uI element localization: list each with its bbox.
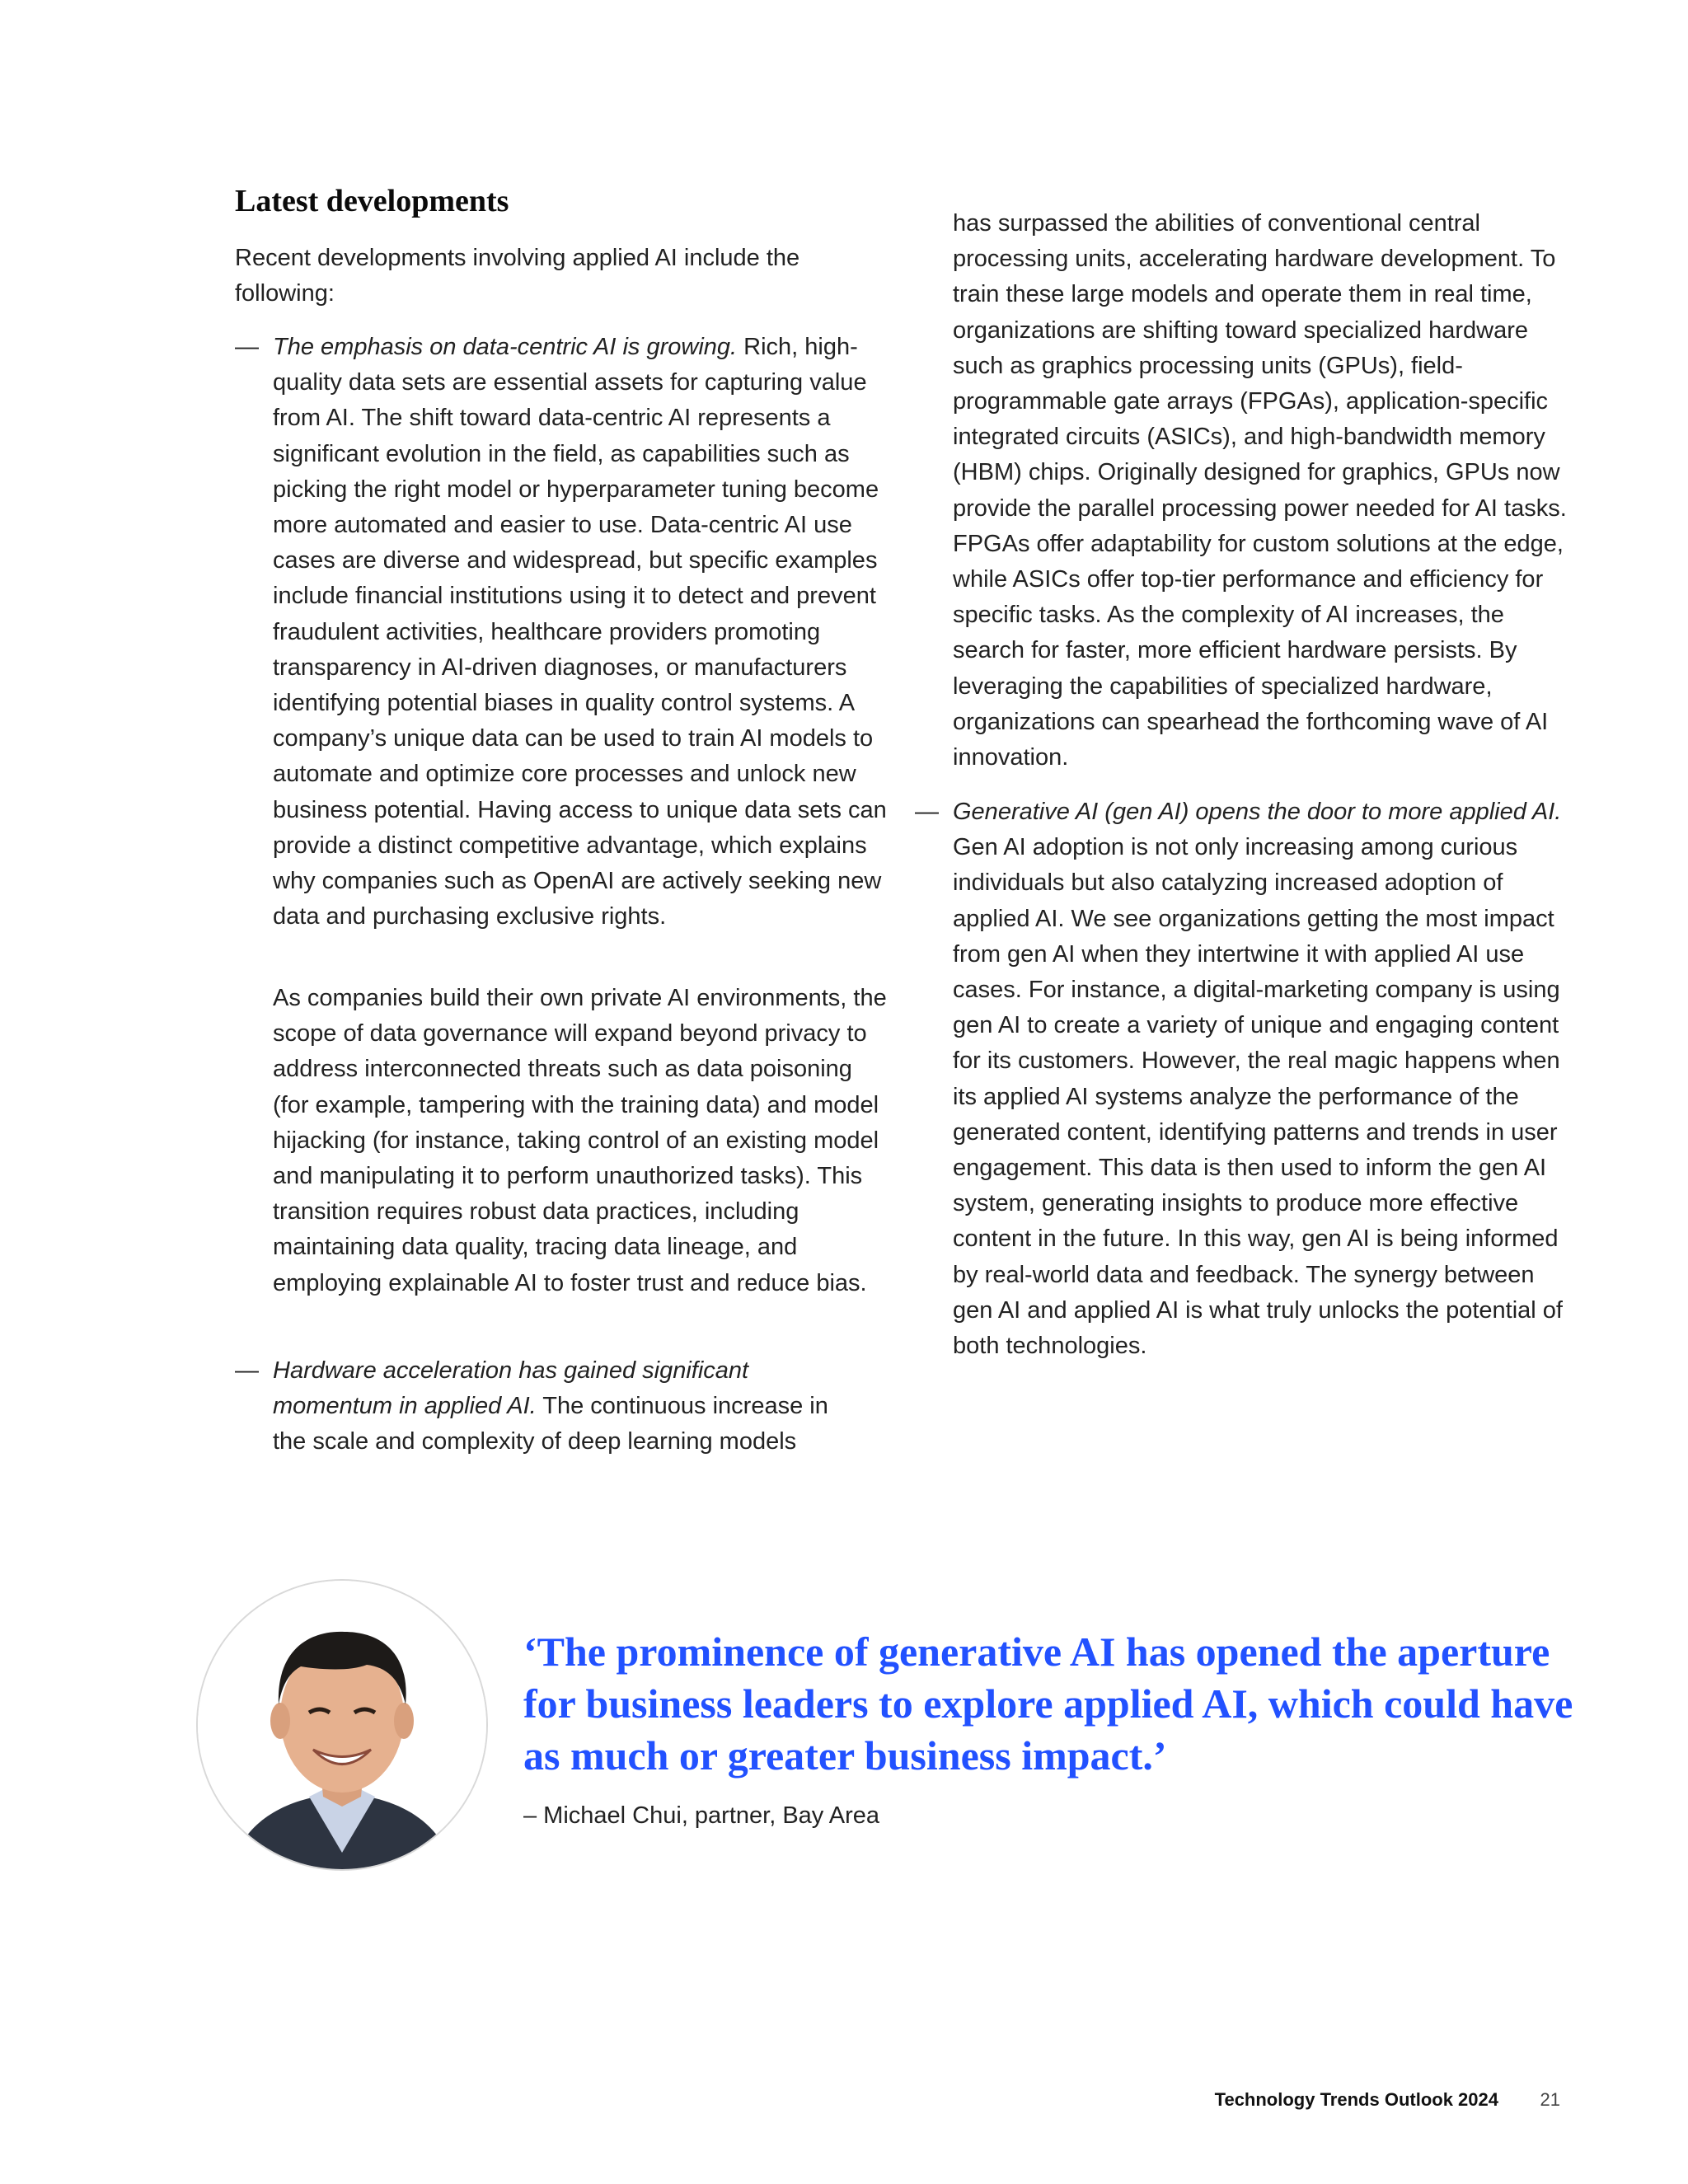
- bullet-gen-ai: [953, 794, 1573, 1364]
- footer-publication-title: Technology Trends Outlook 2024: [1214, 2089, 1498, 2110]
- section-heading: Latest developments: [235, 184, 509, 218]
- bullet-lead: Generative AI (gen AI) opens the door to more applied AI.: [953, 799, 1562, 825]
- bullet-body: Gen AI adoption is not only increasing among curious individuals but also catalyzing increased adoption of applied AI. We see organizations getting the most impact from gen AI when they intertwine it with applied AI use cases. For instance, a digital-marketing company is using gen AI to create a variety of unique and engaging content for its customers. However, the real magic happens when its applied AI systems analyze the performance of the generated content, identifying patterns and trends in user engagement. This data is then used to inform the gen AI system, generating insights to produce more effective content in the future. In this way, gen AI is being informed by real-world data and feedback. The synergy between gen AI and applied AI is what truly unlocks the potential of both technologies.: [953, 834, 1563, 1360]
- bullet-lead: The emphasis on data-centric AI is growing.: [273, 334, 738, 360]
- bullet-followup-paragraph: As companies build their own private AI environments, the scope of data governance will expand beyond privacy to address interconnected threats such as data poisoning (for example, tampering with the training data) and model hijacking (for instance, taking control of an existing model and manipulating it to perform unauthorized tasks). This transition requires robust data practices, including maintaining data quality, tracing data lineage, and employing explainable AI to foster trust and reduce bias.: [273, 985, 887, 1296]
- bullet-data-centric: [273, 330, 893, 935]
- portrait-illustration: [198, 1581, 486, 1869]
- page-number: 21: [1540, 2089, 1560, 2110]
- bullet-lead: Hardware acceleration has gained significant momentum in applied AI.: [273, 1357, 749, 1420]
- intro-paragraph: Recent developments involving applied AI include the following:: [235, 245, 800, 307]
- quote-attribution: – Michael Chui, partner, Bay Area: [523, 1802, 880, 1829]
- continuation-paragraph: has surpassed the abilities of conventional central processing units, accelerating hardware development. To train these large models and operate them in real time, organizations are shifting toward specialized hardware such as graphics processing units (GPUs), field-programmable gate arrays (FPGAs), application-specific integrated circuits (ASICs), and high-bandwidth memory (HBM) chips. Originally designed for graphics, GPUs now provide the parallel processing power needed for AI tasks. FPGAs offer adaptability for custom solutions at the edge, while ASICs offer top-tier performance and efficiency for specific tasks. As the complexity of AI increases, the search for faster, more efficient hardware persists. By leveraging the capabilities of specialized hardware, organizations can spearhead the forthcoming wave of AI innovation.: [953, 210, 1567, 771]
- bullet-body: The continuous increase in the scale and complexity of deep learning models: [273, 1393, 828, 1455]
- bullet-dash: —: [915, 799, 939, 825]
- pull-quote: ‘The prominence of generative AI has opened the aperture for business leaders to explore applied AI, which could have as much or greater business impact.’: [523, 1629, 1573, 1779]
- bullet-body: Rich, high-quality data sets are essential assets for capturing value from AI. The shift toward data-centric AI represents a significant evolution in the field, as capabilities such as picking the right model or hyperparameter tuning become more automated and easier to use. Data-centric AI use cases are diverse and widespread, but specific examples include financial institutions using it to detect and prevent fraudulent activities, healthcare providers promoting transparency in AI-driven diagnoses, or manufacturers identifying potential biases in quality control systems. A company’s unique data can be used to train AI models to automate and optimize core processes and unlock new business potential. Having access to unique data sets can provide a distinct competitive advantage, which explains why companies such as OpenAI are actively seeking new data and purchasing exclusive rights.: [273, 334, 887, 930]
- bullet-dash: —: [235, 334, 259, 360]
- bullet-hardware: [273, 1353, 850, 1460]
- avatar: [198, 1581, 486, 1869]
- bullet-dash: —: [235, 1357, 259, 1384]
